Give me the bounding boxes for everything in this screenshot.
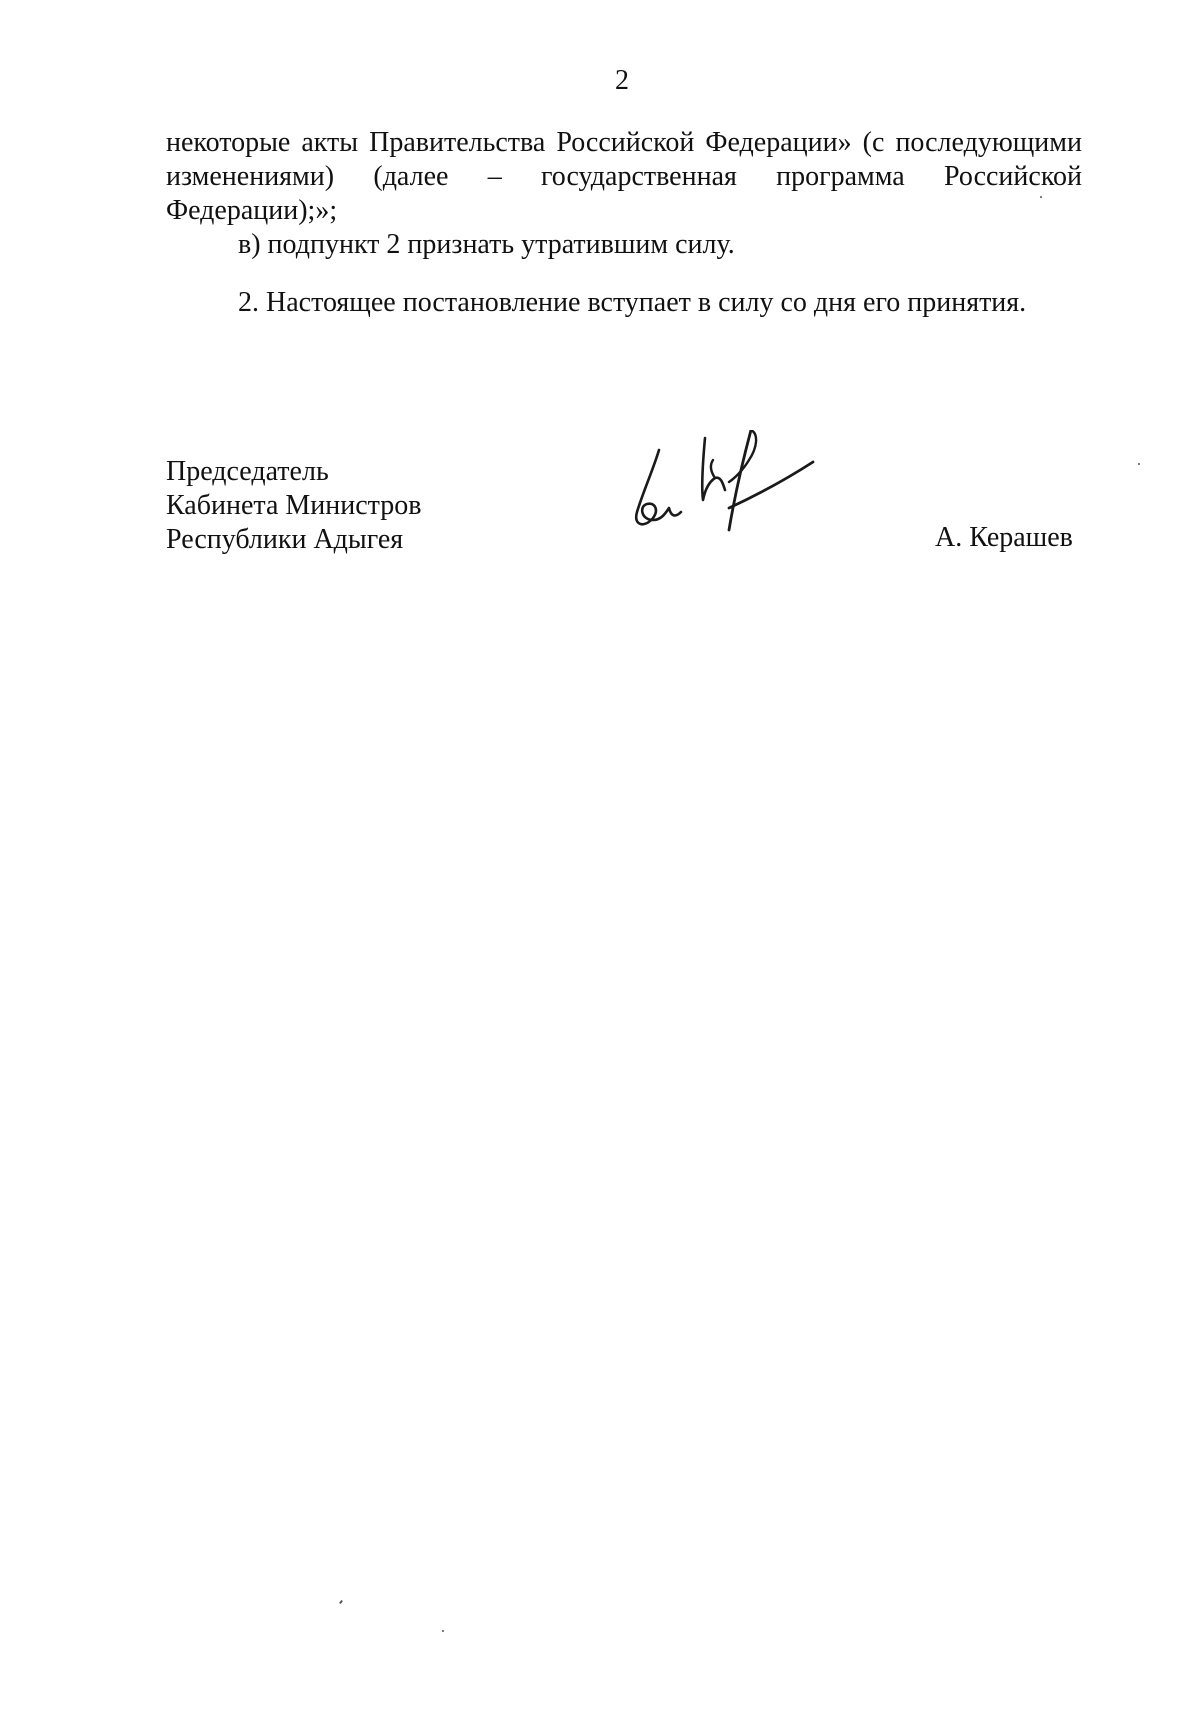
scan-speck xyxy=(442,1630,444,1632)
signatory-name: А. Керашев xyxy=(935,522,1073,553)
signatory-title xyxy=(166,455,421,557)
subitem-v: в) подпункт 2 признать утратившим силу. xyxy=(238,229,735,260)
scan-speck xyxy=(339,1600,343,1604)
item-2: 2. Настоящее постановление вступает в силу со дня его принятия. xyxy=(238,287,1027,318)
paragraph-gap xyxy=(166,262,1082,286)
handwritten-signature xyxy=(625,430,825,540)
signatory-title-line-2: Кабинета Министров xyxy=(166,490,422,521)
scan-speck xyxy=(1138,463,1140,465)
document-body xyxy=(166,126,1082,320)
signatory-title-line-1: Председатель xyxy=(166,456,329,487)
paragraph-line-1: некоторые акты Правительства Российской Федерации» (с последующими xyxy=(166,127,1082,158)
page-number: 2 xyxy=(615,65,629,96)
signatory-title-line-3: Республики Адыгея xyxy=(166,524,404,555)
paragraph-line-3: Федерации);»; xyxy=(166,195,338,226)
paragraph-line-2: изменениями) (далее – государственная программа Российской xyxy=(166,161,1082,192)
scan-speck xyxy=(1040,196,1042,198)
